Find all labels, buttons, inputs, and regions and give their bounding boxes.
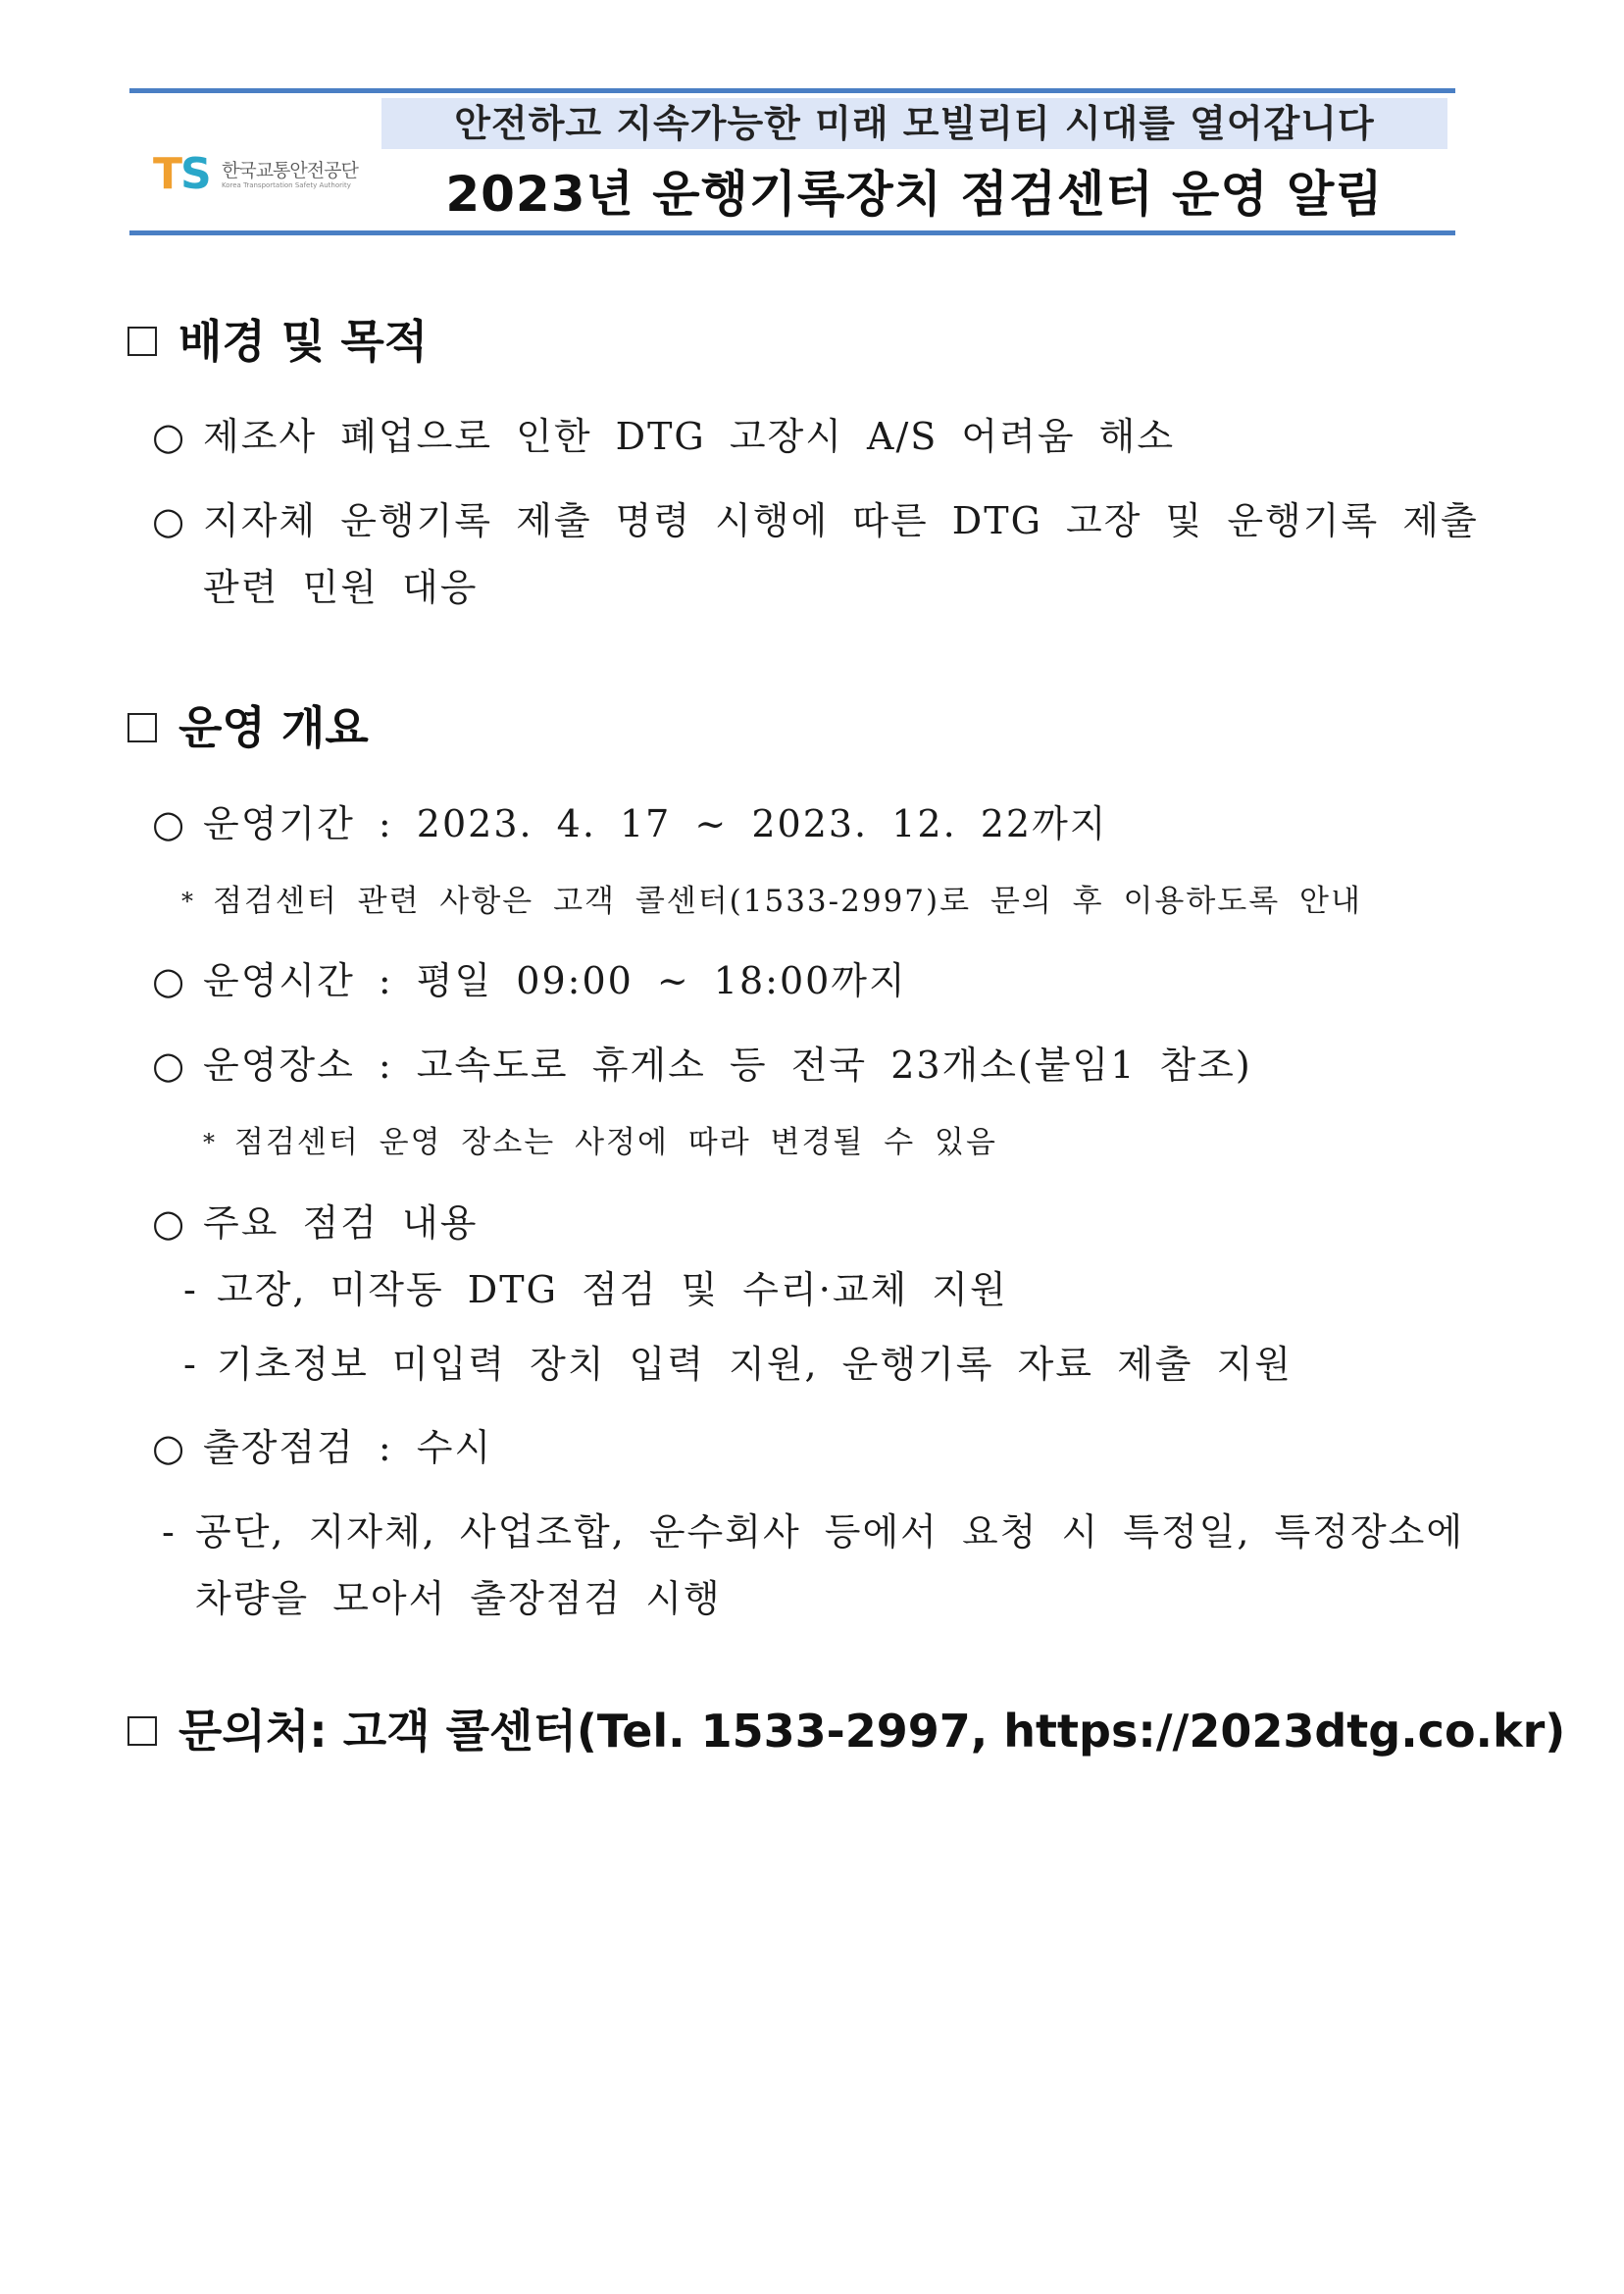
dash-bullet-icon: -	[183, 1343, 198, 1386]
logo-mark: TS	[153, 149, 210, 199]
document-header	[129, 88, 1455, 235]
kotsa-logo	[153, 150, 379, 199]
list-item: - 고장, 미작동 DTG 점검 및 수리·교체 지원	[183, 1265, 1008, 1314]
document-title: 2023년 운행기록장치 점검센터 운영 알림	[445, 166, 1384, 223]
dash-bullet-icon: -	[183, 1268, 198, 1311]
list-item: ○ 제조사 폐업으로 인한 DTG 고장시 A/S 어려움 해소	[152, 412, 1175, 461]
field-inspection-title: ○ 출장점검 : 수시	[152, 1423, 492, 1472]
section-heading-background: 배경 및 목적	[127, 312, 428, 371]
asterisk-icon: *	[181, 888, 195, 915]
circle-bullet-icon: ○	[152, 1044, 187, 1087]
list-item: ○ 지자체 운행기록 제출 명령 시행에 따른 DTG 고장 및 운행기록 제출	[152, 496, 1479, 545]
circle-bullet-icon: ○	[152, 499, 187, 542]
place-note: * 점검센터 운영 장소는 사정에 따라 변경될 수 있음	[203, 1122, 997, 1163]
slogan: 안전하고 지속가능한 미래 모빌리티 시대를 열어갑니다	[454, 102, 1375, 145]
operation-place: ○ 운영장소 : 고속도로 휴게소 등 전국 23개소(붙임1 참조)	[152, 1041, 1252, 1090]
logo-name-english: Korea Transportation Safety Authority	[222, 181, 351, 189]
list-item-continuation: 관련 민원 대응	[203, 566, 479, 609]
circle-bullet-icon: ○	[152, 1201, 187, 1245]
circle-bullet-icon: ○	[152, 1426, 187, 1469]
section-heading-overview: 운영 개요	[127, 698, 369, 757]
section-heading-contact: 문의처: 고객 콜센터(Tel. 1533-2997, https://2023dtg.co.kr)	[127, 1702, 1565, 1760]
checkbox-square-icon	[127, 713, 157, 742]
list-item: - 공단, 지자체, 사업조합, 운수회사 등에서 요청 시 특정일, 특정장소에	[162, 1507, 1464, 1556]
inspection-content-title: ○ 주요 점검 내용	[152, 1198, 478, 1248]
operation-hours: ○ 운영시간 : 평일 09:00 ~ 18:00까지	[152, 956, 907, 1005]
checkbox-square-icon	[127, 1716, 157, 1746]
logo-name-korean: 한국교통안전공단	[222, 160, 358, 181]
operation-period: ○ 운영기간 : 2023. 4. 17 ~ 2023. 12. 22까지	[152, 799, 1108, 848]
checkbox-square-icon	[127, 327, 157, 356]
circle-bullet-icon: ○	[152, 802, 187, 845]
list-item-continuation: 차량을 모아서 출장점검 시행	[195, 1577, 722, 1620]
period-note: * 점검센터 관련 사항은 고객 콜센터(1533-2997)로 문의 후 이용하도록 안내	[181, 881, 1362, 922]
asterisk-icon: *	[203, 1129, 217, 1156]
dash-bullet-icon: -	[162, 1510, 177, 1554]
circle-bullet-icon: ○	[152, 959, 187, 1002]
list-item: - 기초정보 미입력 장치 입력 지원, 운행기록 자료 제출 지원	[183, 1340, 1293, 1389]
circle-bullet-icon: ○	[152, 415, 187, 458]
